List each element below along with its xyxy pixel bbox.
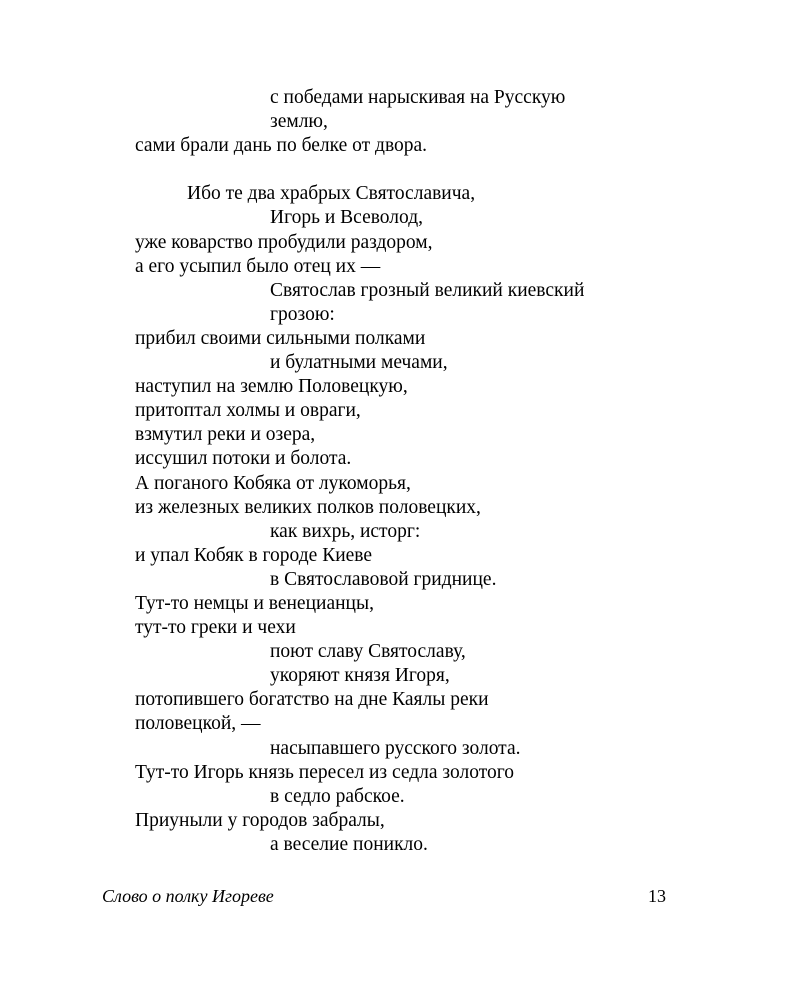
poem-line: а его усыпил было отец их —	[135, 255, 381, 277]
poem-line: уже коварство пробудили раздором,	[135, 231, 433, 253]
poem-line: в Святославовой гриднице.	[270, 568, 497, 590]
poem-line: тут-то греки и чехи	[135, 617, 296, 639]
poem-line: из железных великих полков половецких,	[135, 496, 481, 518]
poem-line: поют славу Святославу,	[270, 641, 466, 663]
poem-line: и булатными мечами,	[270, 352, 448, 374]
poem-line: Тут-то Игорь князь пересел из седла золотого	[135, 761, 515, 783]
poem-line: иссушил потоки и болота.	[135, 448, 352, 470]
poem-line: Приуныли у городов забралы,	[135, 809, 385, 831]
stanza-break	[135, 158, 695, 182]
poem-line: взмутил реки и озера,	[135, 424, 316, 446]
poem-line: прибил своими сильными полками	[135, 327, 426, 349]
page-number: 13	[648, 886, 666, 906]
poem-line: с победами нарыскивая на Русскую	[270, 87, 566, 108]
poem-line: Игорь и Всеволод,	[270, 207, 424, 229]
poem-line: А поганого Кобяка от лукоморья,	[135, 472, 411, 494]
poem-line: грозою:	[270, 303, 335, 325]
poem-line: сами брали дань по белке от двора.	[135, 135, 428, 157]
poem-line: и упал Кобяк в городе Киеве	[135, 544, 373, 566]
poem-line: в седло рабское.	[270, 785, 405, 807]
poem-line: землю,	[270, 111, 328, 133]
poem-text	[135, 86, 695, 857]
poem-line: притоптал холмы и овраги,	[135, 400, 361, 422]
poem-line: Тут-то немцы и венецианцы,	[135, 592, 374, 614]
poem-line: Ибо те два храбрых Святославича,	[187, 183, 476, 205]
poem-line: потопившего богатство на дне Каялы реки	[135, 689, 489, 711]
poem-line: как вихрь, исторг:	[270, 520, 421, 542]
poem-line: укоряют князя Игоря,	[270, 665, 450, 687]
poem-line: а веселие поникло.	[270, 833, 428, 855]
poem-line: половецкой, —	[135, 713, 261, 735]
running-footer-title: Слово о полку Игореве	[102, 886, 274, 906]
poem-line: наступил на землю Половецкую,	[135, 376, 408, 398]
poem-line: Святослав грозный великий киевский	[270, 279, 585, 301]
poem-line: насыпавшего русского золота.	[270, 737, 521, 759]
